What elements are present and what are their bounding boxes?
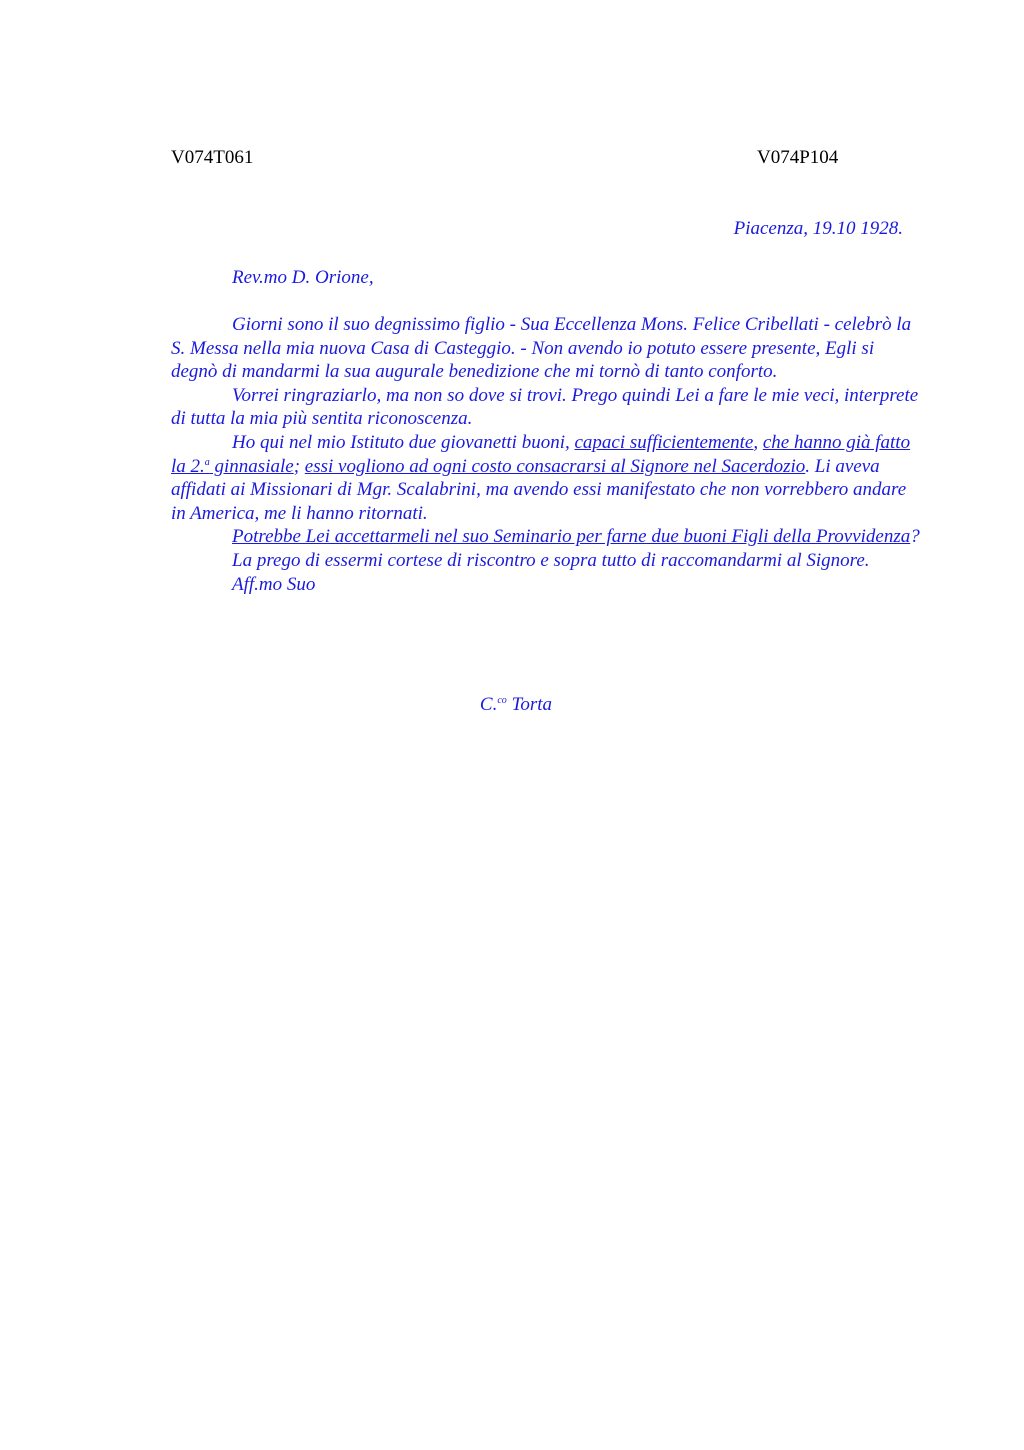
letter-body: [171, 313, 923, 596]
signature-name: Torta: [506, 694, 553, 715]
p4-question-mark: ?: [910, 526, 920, 548]
paragraph-1: Giorni sono il suo degnissimo figlio - Sua Eccellenza Mons. Felice Cribellati - celebrò la S. Messa nella mia nuova Casa di Casteggio. - Non avendo io potuto essere presente, Egli si degnò di mandarmi la sua augurale benedizione che mi tornò di tanto conforto.: [171, 314, 912, 383]
p3-underlined-capaci: capaci sufficientemente: [574, 431, 754, 453]
p3-underlined-essi: essi vogliono ad ogni costo consacrarsi al Signore nel Sacerdozio: [304, 455, 806, 477]
p3-text-a: Ho qui nel mio Istituto due giovanetti buoni,: [232, 431, 575, 453]
signature-prefix: C.: [479, 694, 498, 715]
letter-date: Piacenza, 19.10 1928.: [733, 218, 903, 239]
p3-ordinal-sup: a: [204, 456, 210, 468]
paragraph-5: La prego di essermi cortese di riscontro e sopra tutto di raccomandarmi al Signore.: [232, 549, 870, 571]
paragraph-3: [171, 431, 923, 525]
paragraph-4: [171, 525, 923, 549]
document-code-right: V074P104: [757, 147, 839, 168]
document-code-left: V074T061: [171, 147, 254, 168]
p3-text-f: ;: [293, 455, 305, 477]
p3-text-e: ginnasiale: [209, 455, 294, 477]
letter-salutation: Rev.mo D. Orione,: [232, 267, 374, 288]
p3-text-c: ,: [753, 431, 763, 453]
p3-text-h: . Li aveva affidati ai Missionari di Mgr. Scalabrini, ma avendo essi manifestato che non vorrebbero andare in America, me li hanno ritornati.: [171, 455, 907, 524]
p3-text-d: che hanno già fatto la 2.: [171, 431, 911, 477]
p4-underlined-question: Potrebbe Lei accettarmeli nel suo Seminario per farne due buoni Figli della Provvidenza: [232, 526, 911, 548]
letter-signature: [0, 693, 1024, 717]
letter-closing: Aff.mo Suo: [232, 573, 316, 595]
signature-sup: co: [497, 695, 507, 706]
paragraph-2: Vorrei ringraziarlo, ma non so dove si trovi. Prego quindi Lei a fare le mie veci, interprete di tutta la mia più sentita riconoscenza.: [171, 384, 919, 430]
